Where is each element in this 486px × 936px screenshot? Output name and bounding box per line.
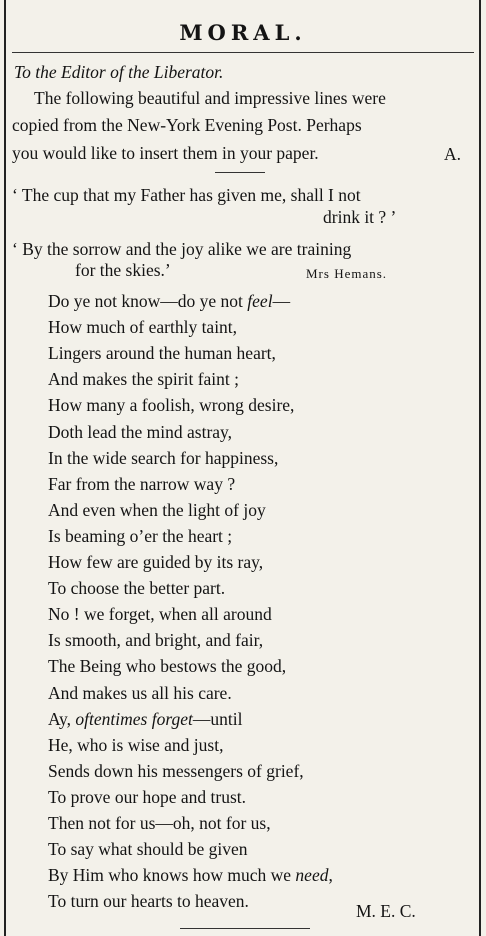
intro-signature: A. (444, 144, 462, 164)
poem-line-text: In the wide search for happiness, (48, 447, 279, 468)
heading-rule (12, 52, 474, 53)
poem-line-text: To prove our hope and trust. (48, 786, 247, 807)
poem-line-text: To turn our hearts to heaven. (48, 891, 249, 912)
poem-line-text: Do ye not know—do ye not (48, 291, 248, 311)
poem-line (48, 525, 233, 546)
poem-emphasis: need (295, 865, 329, 886)
intro-line: you would like to insert them in your paper. (12, 143, 319, 163)
poem-line (48, 734, 224, 755)
poem-line (48, 580, 225, 598)
poem-line-text: How many a foolish, wrong desire, (48, 395, 295, 416)
poem-line (48, 893, 249, 911)
poem-line-text: Is smooth, and bright, and fair, (48, 630, 264, 651)
poem-line-text: By Him who knows how much we (48, 865, 296, 886)
intro-line: The following beautiful and impressive lines were (34, 88, 386, 108)
poem-line-text: He, who is wise and just, (48, 734, 224, 755)
poem-line-text: — (272, 291, 291, 311)
poem-line-text: To say what should be given (48, 839, 248, 860)
poem-line (48, 319, 237, 337)
poem-line-text: Ay, (48, 708, 76, 729)
epigraph-line: drink it ? ’ (323, 207, 397, 227)
poem-line (48, 786, 247, 807)
poem-line-text: Then not for us—oh, not for us, (48, 813, 271, 833)
poem-line (48, 815, 271, 833)
poem-line (48, 293, 290, 311)
poem-emphasis: feel (247, 291, 273, 311)
poem-line (48, 708, 243, 729)
poem-line-text: Doth lead the mind astray, (48, 421, 233, 442)
poem-line-text: Sends down his messengers of grief, (48, 760, 304, 781)
poem-line (48, 682, 232, 703)
epigraph-line: for the skies.’ (75, 260, 171, 280)
poem-line (48, 867, 333, 885)
poem-line-text: —until (192, 708, 243, 729)
poem-line (48, 632, 263, 650)
section-divider (215, 172, 265, 173)
poem-line (48, 421, 233, 442)
poem-line-text: Far from the narrow way ? (48, 473, 236, 494)
poem-line (48, 345, 276, 363)
poem-line (48, 473, 236, 494)
poem-line-text: How much of earthly taint, (48, 317, 238, 338)
poem-line (48, 841, 248, 859)
intro-line: copied from the New-York Evening Post. Perhaps (12, 115, 362, 135)
poem-emphasis: oftentimes forget (75, 708, 193, 729)
poem-line (48, 658, 286, 676)
epigraph-line: ‘ By the sorrow and the joy alike we are training (12, 239, 352, 259)
poem-line-text: The Being who bestows the good, (48, 656, 287, 677)
poem-line (48, 760, 304, 781)
poem-line-text: And even when the light of joy (48, 499, 266, 520)
end-rule (180, 928, 310, 929)
poem-line-text: To choose the better part. (48, 578, 226, 599)
poem-line (48, 499, 266, 520)
poem-line-text: Lingers around the human heart, (48, 343, 276, 364)
poem-line-text: No ! we forget, when all around (48, 604, 272, 625)
poem-line (48, 606, 272, 624)
poem-line-text: And makes us all his care. (48, 682, 232, 703)
poem-line (48, 397, 294, 415)
epigraph-line: ‘ The cup that my Father has given me, shall I not (12, 185, 361, 205)
epigraph-author: Mrs Hemans. (306, 266, 388, 281)
poem-line-text: Is beaming o’er the heart ; (48, 525, 233, 546)
poem-line (48, 554, 263, 572)
poem-line-text: , (328, 865, 333, 886)
section-heading: MORAL. (179, 20, 307, 45)
poem-line (48, 447, 279, 468)
poem-signature: M. E. C. (356, 901, 416, 921)
poem-line-text: How few are guided by its ray, (48, 552, 264, 572)
poem-line (48, 371, 239, 389)
poem-line-text: And makes the spirit faint ; (48, 369, 240, 390)
editor-salutation: To the Editor of the Liberator. (14, 62, 224, 82)
